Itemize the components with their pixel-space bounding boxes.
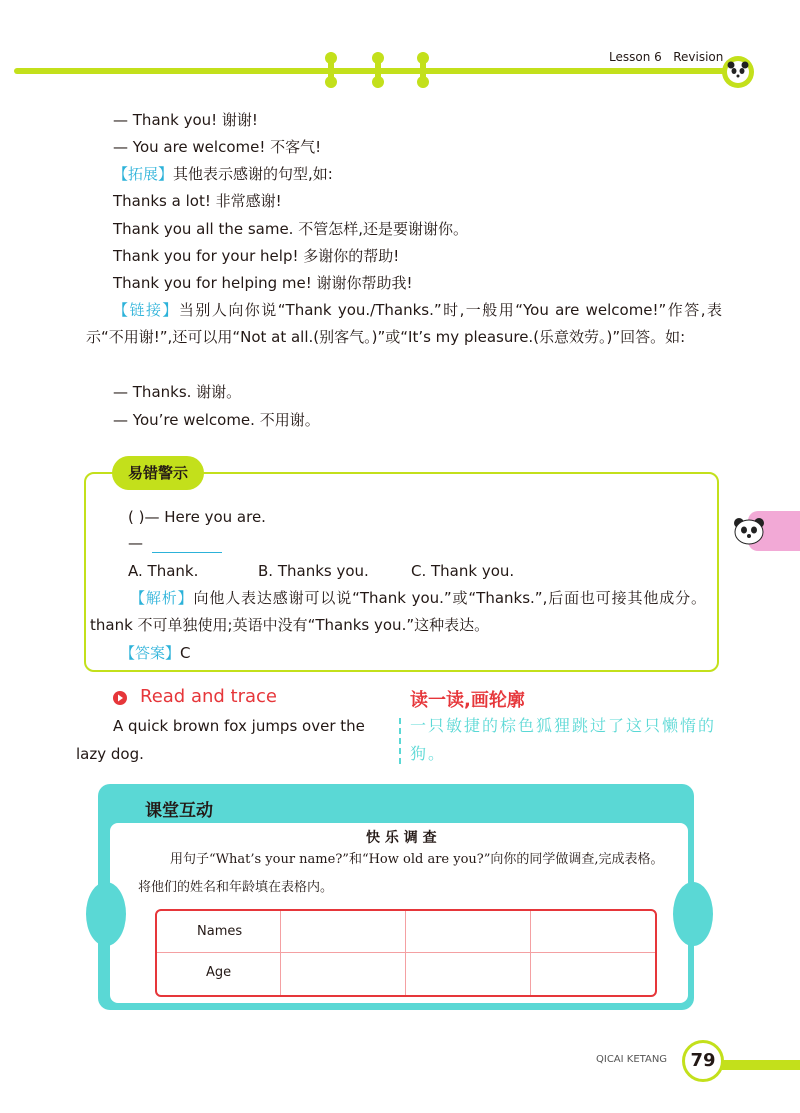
extension-item: Thanks a lot! 非常感谢! [113,192,282,210]
link-paragraph: 【链接】当别人向你说“Thank you./Thanks.”时,一般用“You are welcome!”作答,表示“不用谢!”,还可以用“Not at all.(别客气。)”或“It’s my pleasure.(乐意效劳。)”回答。如: [86,301,722,346]
table-vline [280,911,281,995]
extension-item: Thank you for your help! 多谢你的帮助! [113,247,400,265]
header-pin [372,52,384,64]
extension-intro: 【拓展】其他表示感谢的句型,如: [113,165,333,183]
option-a: A. Thank. [128,562,199,580]
page-number-badge [682,1040,724,1082]
header-bar [14,68,734,74]
panda-badge-icon [722,56,754,88]
table-vline [530,911,531,995]
answer-blank [152,552,222,553]
analysis-tag: 【解析】 [130,589,194,607]
activity-instruction: 用句子“What’s your name?”和“How old are you?”向你的同学做调查,完成表格。将他们的姓名和年龄填在表格内。 [138,852,664,895]
trace-sentence: A quick brown fox jumps over the lazy dog. [76,717,365,763]
extension-item: Thank you for helping me! 谢谢你帮助我! [113,274,413,292]
warning-answer-dash: — [128,534,143,552]
warning-question: ( )— Here you are. [128,508,266,526]
extension-tag: 【拓展】 [113,165,174,183]
answer-tag: 【答案】 [120,644,181,662]
read-trace-title-cn: 读一读,画轮廓 [410,690,525,711]
arrow-bullet-icon [113,690,127,709]
trace-divider [399,718,401,764]
page-number: 79 [690,1050,716,1071]
notch-right [673,882,713,946]
panda-side-icon [732,516,766,550]
header-pin [372,76,384,88]
dialog-line: — You are welcome! 不客气! [113,138,322,156]
answer-line: 【答案】C [120,644,191,662]
warning-title: 易错警示 [112,456,204,490]
table-row-label: Names [197,924,243,939]
table-hline [157,952,655,953]
trace-translation: 一只敏捷的棕色狐狸跳过了这只懒惰的狗。 [410,716,717,763]
dialog-line: — Thank you! 谢谢! [113,111,258,129]
survey-table [155,909,657,997]
option-c: C. Thank you. [411,562,515,580]
table-vline [405,911,406,995]
header-pin [325,52,337,64]
reply-line: — You’re welcome. 不用谢。 [113,411,320,429]
activity-title: 课堂互动 [145,801,213,821]
analysis-paragraph: 【解析】向他人表达感谢可以说“Thank you.”或“Thanks.”,后面也可接其他成分。thank 不可单独使用;英语中没有“Thanks you.”这种表达。 [90,589,706,634]
header-lesson: Lesson 6 Revision [609,50,724,64]
read-trace-title-en: Read and trace [140,686,277,707]
activity-subtitle: 快 乐 调 查 [366,830,437,846]
extension-item: Thank you all the same. 不管怎样,还是要谢谢你。 [113,220,468,238]
table-row-label: Age [206,965,232,980]
notch-left [86,882,126,946]
header-pin [325,76,337,88]
footer-brand: QICAI KETANG [596,1054,668,1065]
link-tag: 【链接】 [113,301,179,319]
header-pin [417,76,429,88]
option-b: B. Thanks you. [258,562,369,580]
reply-line: — Thanks. 谢谢。 [113,383,242,401]
header-pin [417,52,429,64]
